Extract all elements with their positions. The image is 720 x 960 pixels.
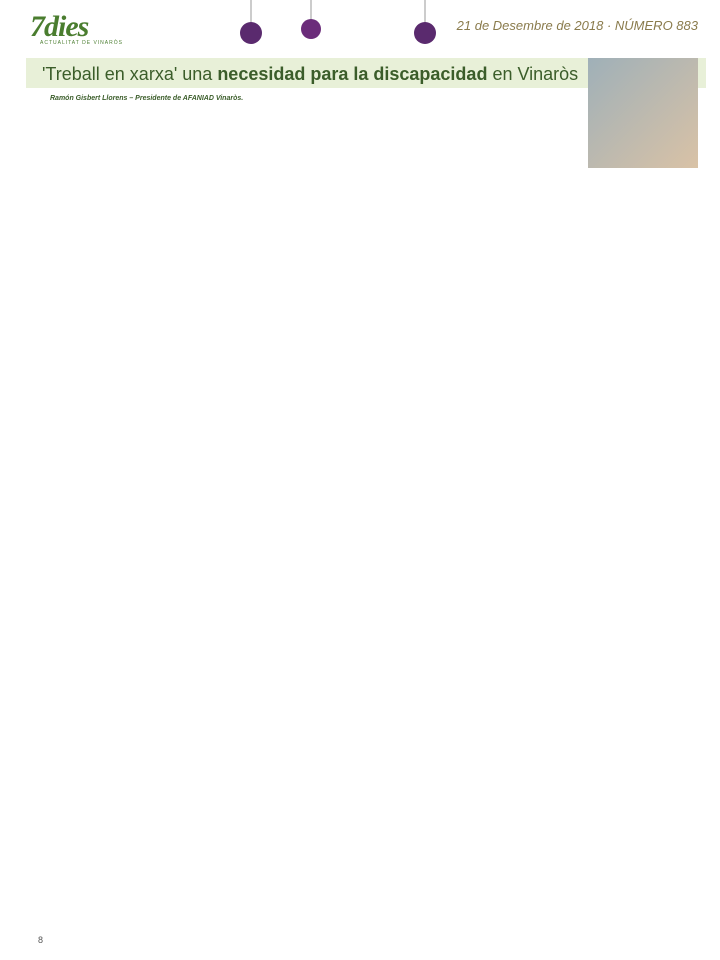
article-headline: 'Treball en xarxa' una necesidad para la discapacidad en Vinaròs xyxy=(42,64,579,84)
article-byline: Ramón Gisbert Llorens – Presidente de AFANIAD Vinaròs. xyxy=(50,95,244,102)
christmas-ornament-icon xyxy=(236,0,266,48)
article-column-3 xyxy=(486,110,698,906)
page-number: 8 xyxy=(38,935,44,945)
article-column-2 xyxy=(262,110,480,906)
publication-logo-tagline: ACTUALITAT DE VINARÒS xyxy=(40,40,123,46)
issue-date: 21 de Desembre de 2018 · NÚMERO 883 xyxy=(456,18,698,33)
masthead xyxy=(0,0,720,50)
article-column-1 xyxy=(38,110,256,906)
christmas-ornament-icon xyxy=(296,0,326,48)
christmas-ornament-icon xyxy=(410,0,440,48)
publication-logo: 7dies xyxy=(30,10,89,43)
